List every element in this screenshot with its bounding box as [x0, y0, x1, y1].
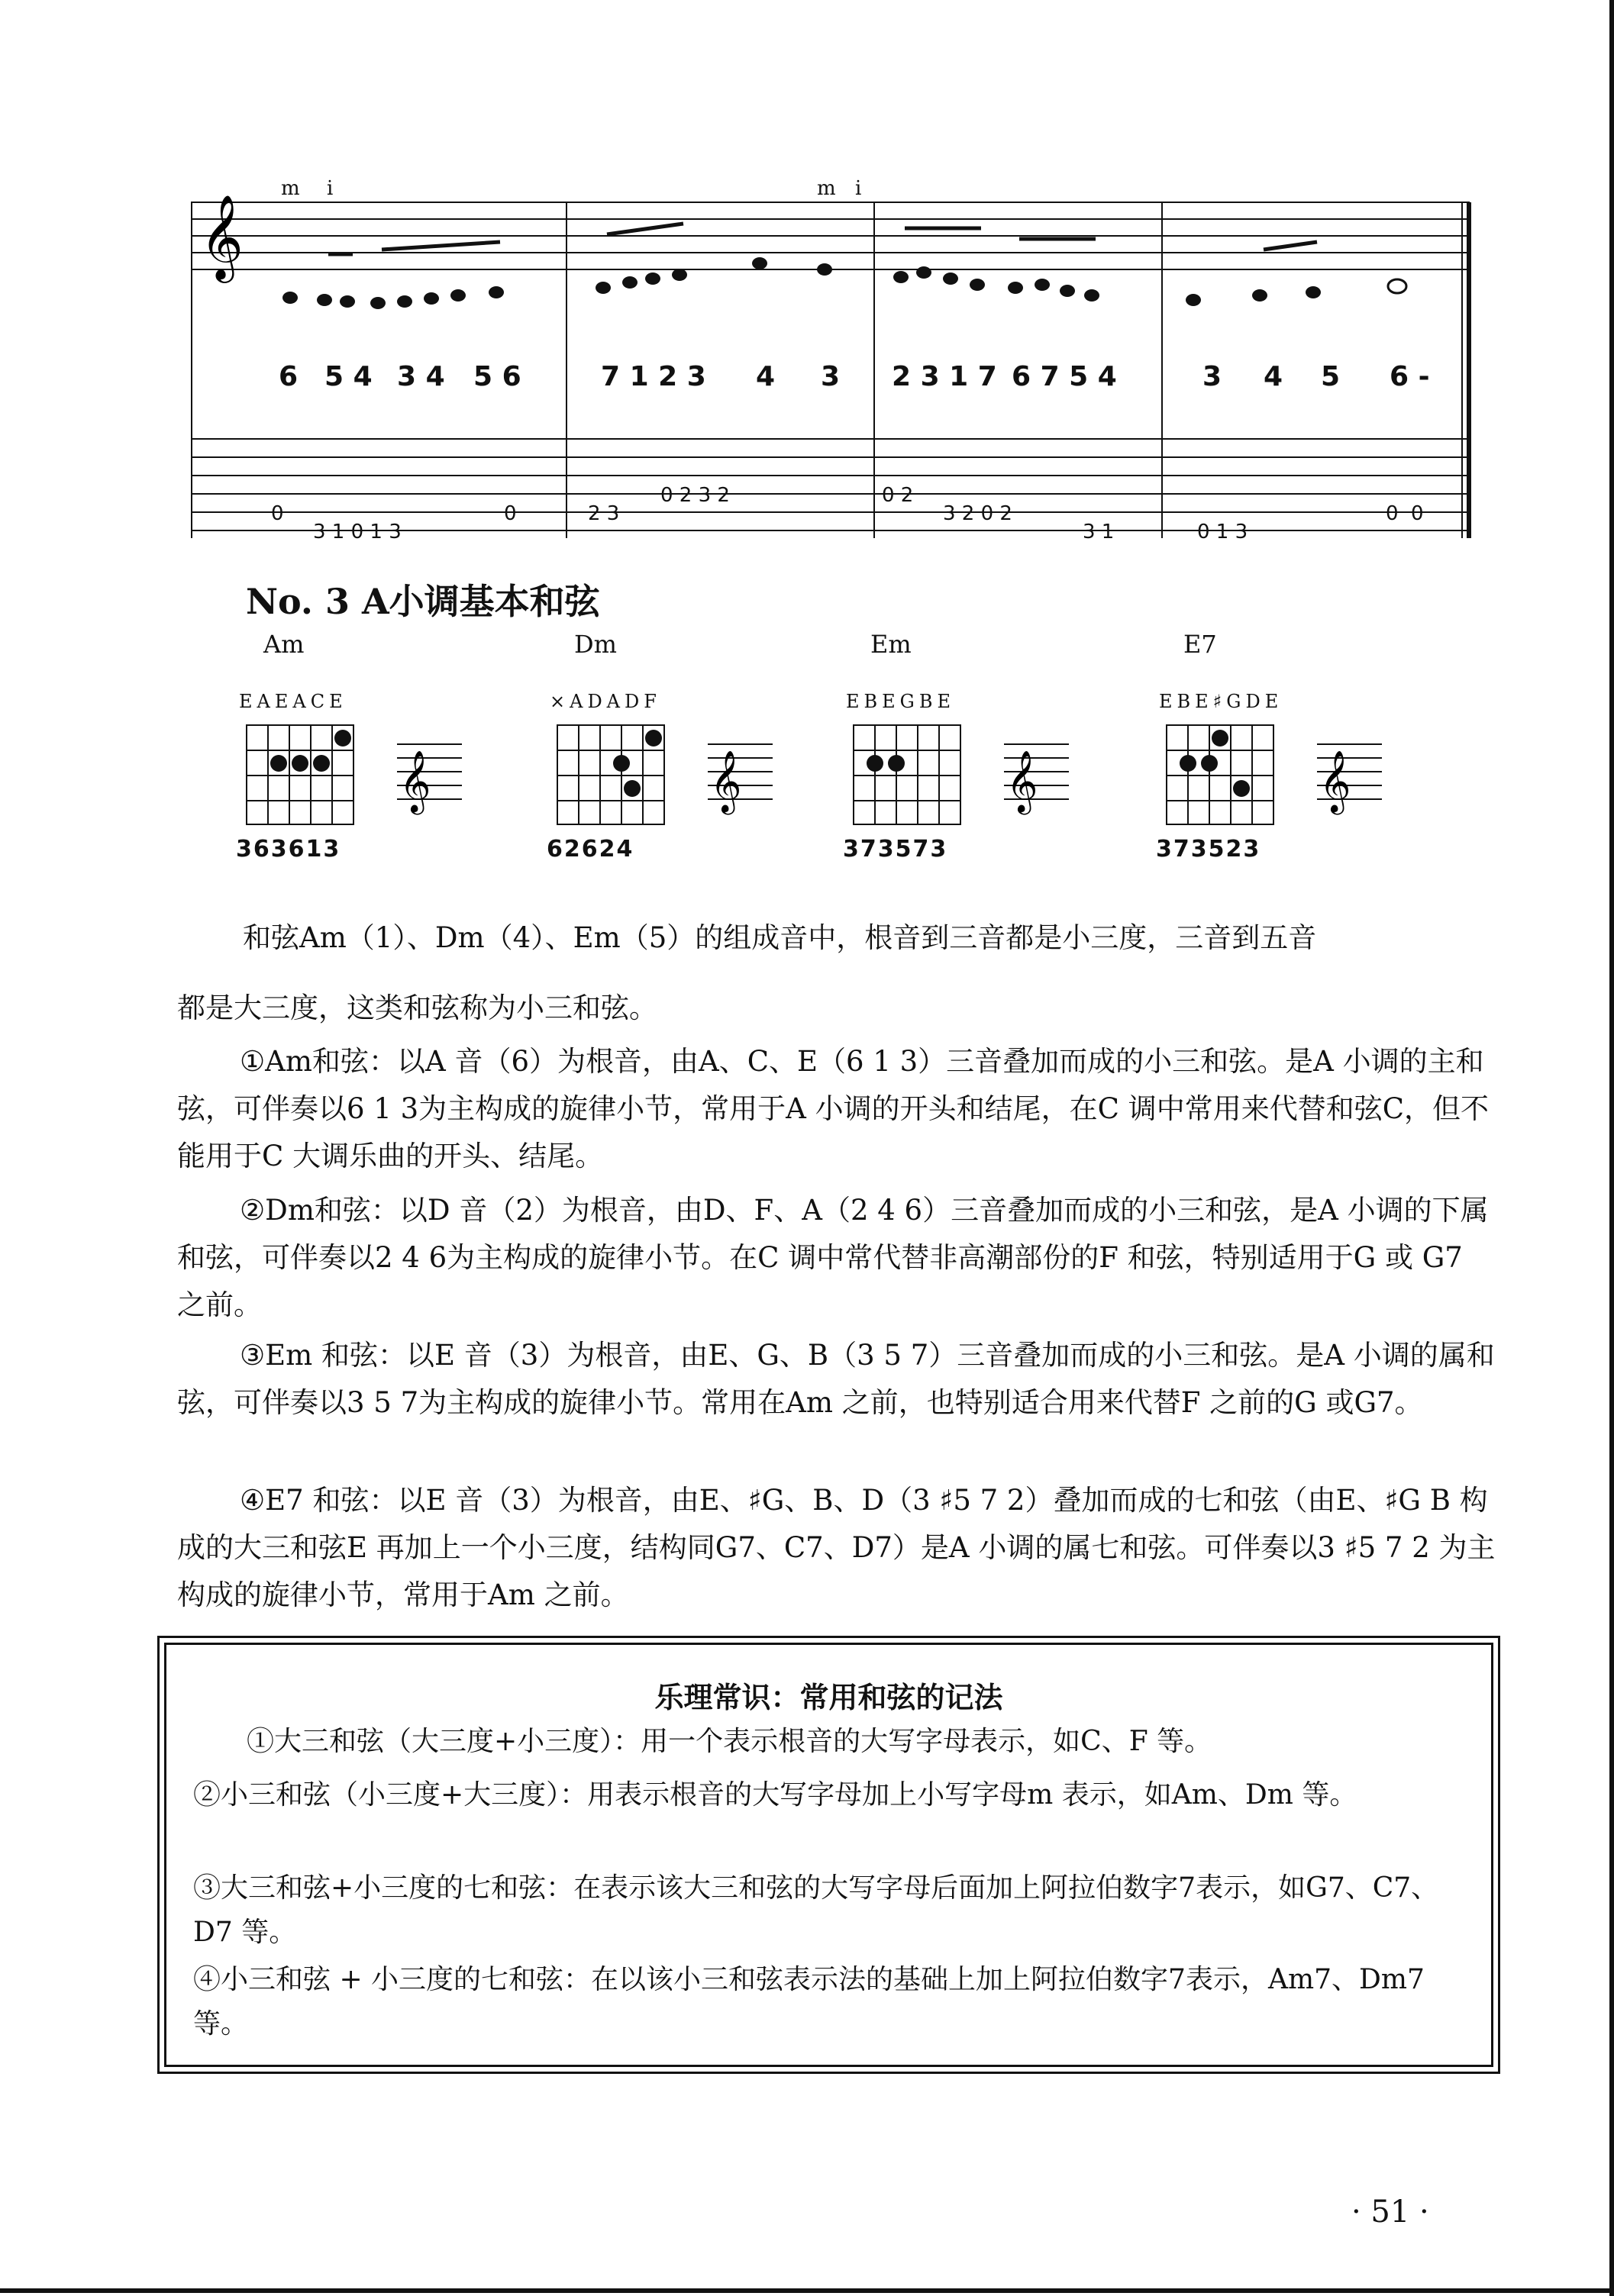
chord-diagram-icon: [240, 714, 561, 836]
jianpu-note: 3: [821, 361, 841, 392]
paragraph-am: ①Am和弦：以A 音（6）为根音，由A、C、E（6 1 3）三音叠加而成的小三和弦。是A 小调的主和弦，可伴奏以6 1 3为主构成的旋律小节，常用于A 小调的开头和结尾，在C 调中常用来代替和弦C，但不能用于C 大调乐曲的开头、结尾。: [177, 1045, 1490, 1172]
tab-fret: 3 1: [1083, 521, 1115, 543]
chord-name: E7: [1183, 630, 1217, 659]
tab-fret: 0: [1411, 502, 1424, 525]
tab-fret: 0 2: [882, 484, 914, 507]
paragraph-intro-line1: 和弦Am（1）、Dm（4）、Em（5）的组成音中，根音到三音都是小三度，三音到五音: [243, 921, 1317, 954]
tab-fret: 3 2 0 2: [943, 502, 1012, 525]
chord-strings: EBEGBE: [846, 691, 956, 712]
bottom-rule: [0, 2288, 1614, 2293]
chord-diagram-icon: [847, 714, 1168, 836]
chord-jianpu: 373573: [843, 836, 948, 863]
chord-em: [840, 630, 1176, 882]
box-item: ①大三和弦（大三度+小三度）：用一个表示根音的大写字母表示，如C、F 等。: [247, 1726, 1212, 1757]
notes: [282, 257, 1406, 309]
paragraph-dm: ②Dm和弦：以D 音（2）为根音，由D、F、A（2 4 6）三音叠加而成的小三和弦，是A 小调的下属和弦，可伴奏以2 4 6为主构成的旋律小节。在C 调中常代替非高潮部份的F 和弦，特别适用于G 或 G7 之前。: [177, 1194, 1489, 1321]
fingering-i-2: i: [855, 177, 862, 200]
jianpu-note: 3: [1202, 361, 1222, 392]
jianpu-note: 7 1 2 3: [601, 361, 706, 392]
music-score: [191, 164, 1474, 546]
chord-strings: EAEACE: [239, 691, 347, 712]
tab-fret: 0: [1386, 502, 1399, 525]
tab-fret: 2 3: [588, 502, 620, 525]
jianpu-note: 5 4: [324, 361, 373, 392]
box-item: ③大三和弦+小三度的七和弦：在表示该大三和弦的大写字母后面加上阿拉伯数字7表示，如G7、C7、D7 等。: [193, 1872, 1439, 1948]
box-title: 乐理常识：常用和弦的记法: [654, 1681, 1003, 1714]
chord-name: Em: [870, 630, 912, 659]
box-item: ②小三和弦（小三度+大三度）：用表示根音的大写字母加上小写字母m 表示，如Am、Dm 等。: [193, 1779, 1357, 1811]
tab-fret: 0 2 3 2: [660, 484, 730, 507]
tab-fret: 0: [504, 502, 517, 525]
fingering-m: m: [281, 177, 300, 200]
box-item: ④小三和弦 + 小三度的七和弦：在以该小三和弦表示法的基础上加上阿拉伯数字7表示，Am7、Dm7 等。: [193, 1964, 1425, 2040]
svg-text:𝄞: 𝄞: [710, 750, 742, 812]
tab-fret: 0: [271, 502, 284, 525]
paragraph-em: ③Em 和弦：以E 音（3）为根音，由E、G、B（3 5 7）三音叠加而成的小三和弦。是A 小调的属和弦，可伴奏以3 5 7为主构成的旋律小节。常用在Am 之前，也特别适合用来代替F 之前的G 或G7。: [177, 1339, 1495, 1419]
paragraph-intro-line2: 都是大三度，这类和弦称为小三和弦。: [177, 992, 657, 1024]
svg-text:𝄞: 𝄞: [1319, 750, 1351, 812]
right-rule: [1609, 0, 1614, 2296]
chord-name: Dm: [574, 630, 617, 659]
jianpu-note: 6 7 5 4: [1012, 361, 1117, 392]
tab-fret: 3 1 0 1 3: [313, 521, 402, 543]
theory-box: [164, 1643, 1493, 2067]
chord-name: Am: [263, 630, 305, 659]
section-title: No. 3 A小调基本和弦: [246, 581, 600, 622]
jianpu-note: 6 -: [1390, 361, 1430, 392]
jianpu-note: 5 6: [473, 361, 521, 392]
paragraph-e7: ④E7 和弦：以E 音（3）为根音，由E、♯G、B、D（3 ♯5 7 2）叠加而成的七和弦（由E、♯G B 构成的大三和弦E 再加上一个小三度，结构同G7、C7、D7）是A 小调的属七和弦。可伴奏以3 ♯5 7 2 为主构成的旋律小节，常用于Am 之前。: [177, 1484, 1496, 1611]
chord-jianpu: 373523: [1156, 836, 1261, 863]
svg-text:𝄞: 𝄞: [399, 750, 431, 812]
jianpu-note: 2 3 1 7: [892, 361, 997, 392]
fingering-i: i: [327, 177, 334, 200]
chord-strings: EBE♯GDE: [1159, 691, 1283, 712]
chord-diagram-icon: [551, 714, 872, 836]
jianpu-note: 3 4: [397, 361, 445, 392]
chord-dm: [544, 630, 880, 882]
tab-fret: 0 1 3: [1197, 521, 1248, 543]
fingering-m-2: m: [817, 177, 836, 200]
chord-jianpu: 62624: [547, 836, 634, 863]
chord-strings: ×ADADF: [550, 691, 661, 712]
jianpu-note: 6: [279, 361, 299, 392]
chord-am: [233, 630, 569, 882]
jianpu-note: 5: [1321, 361, 1341, 392]
chord-jianpu: 363613: [236, 836, 341, 863]
chord-e7: [1153, 630, 1489, 882]
jianpu-note: 4: [756, 361, 776, 392]
chord-diagram-icon: [1160, 714, 1481, 836]
svg-text:𝄞: 𝄞: [1006, 750, 1038, 812]
page-number: · 51 ·: [1351, 2194, 1429, 2230]
treble-clef-icon: 𝄞: [200, 194, 244, 279]
jianpu-note: 4: [1264, 361, 1283, 392]
